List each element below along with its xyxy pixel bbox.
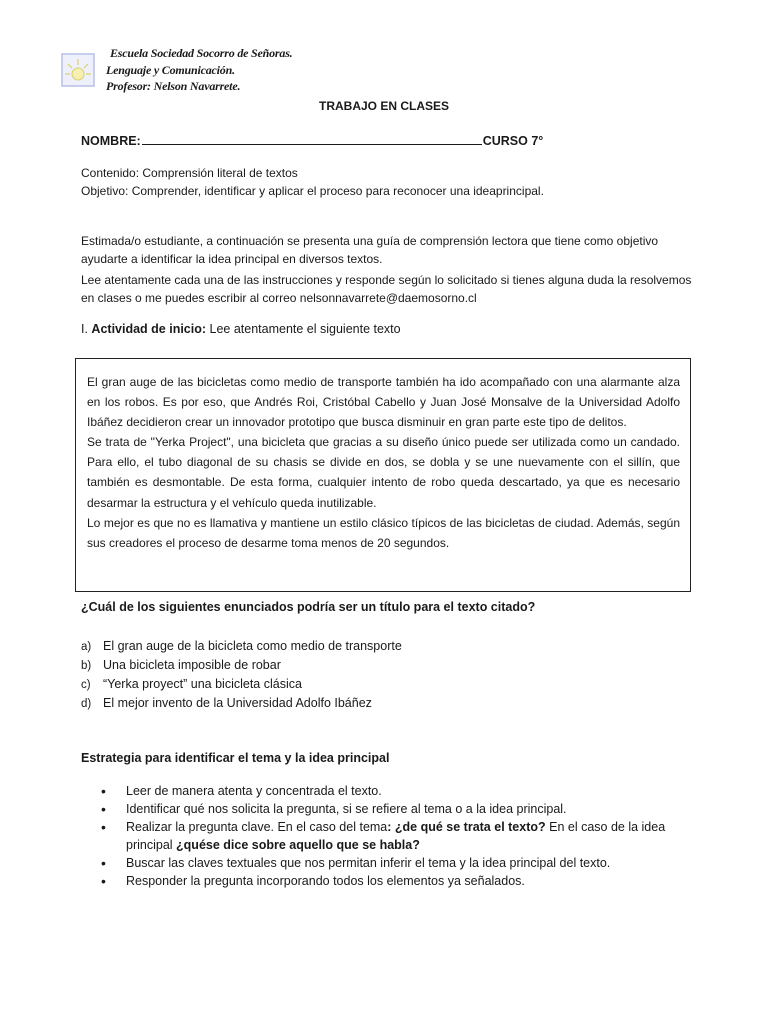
reading-paragraph-1: El gran auge de las bicicletas como medio de transporte también ha ido acompañado con una alarmante alza en los robos. Es por eso, que Andrés Roi, Cristóbal Cabello y Juan José Monsalve de la Universidad Adolfo Ibáñez decidieron crear un innovador prototipo que busca disminuir en gran parte este tipo de delitos.: [87, 375, 680, 430]
page-title: TRABAJO EN CLASES: [318, 99, 449, 113]
option-a: [81, 637, 402, 658]
option-label: a): [81, 641, 92, 653]
activity-rest: Lee atentamente el siguiente texto: [206, 322, 401, 336]
option-label: b): [81, 660, 92, 672]
content-line: Contenido: Comprensión literal de textos: [81, 166, 298, 180]
intro-paragraph-1: Estimada/o estudiante, a continuación se presenta una guía de comprensión lectora que tiene como objetivo ayudarte a identificar la idea principal en diversos textos.: [81, 234, 659, 266]
name-course-row: [81, 131, 543, 148]
activity-heading: [81, 322, 401, 336]
option-b: [81, 656, 281, 677]
strategy-title: Estrategia para identificar el tema y la idea principal: [81, 751, 390, 765]
objective-line: Objetivo: Comprender, identificar y aplicar el proceso para reconocer una ideaprincipal.: [81, 184, 544, 198]
strategy-list: [101, 782, 691, 890]
activity-bold: Actividad de inicio:: [91, 322, 207, 336]
list-item: • Leer de manera atenta y concentrada el texto.: [101, 782, 691, 800]
option-label: c): [81, 679, 91, 691]
option-label: d): [81, 698, 92, 710]
option-text: El mejor invento de la Universidad Adolfo Ibáñez: [103, 696, 372, 710]
option-c: [81, 675, 302, 696]
subject-name: Lenguaje y Comunicación.: [106, 63, 235, 77]
intro-paragraph-2: Lee atentamente cada una de las instrucciones y responde según lo solicitado si tienes alguna duda la resolvemos en clases o me puedes escribir al correo nelsonnavarrete@daemosorno.cl: [81, 273, 692, 305]
school-name: Escuela Sociedad Socorro de Señoras.: [110, 46, 293, 60]
list-item-text: En el caso de la idea principal: [126, 820, 666, 852]
course-label: CURSO 7°: [482, 134, 544, 148]
name-blank-field[interactable]: [142, 131, 482, 145]
reading-paragraph-2: Se trata de "Yerka Project", una bicicleta que gracias a su diseño único puede ser utilizada como un candado. Para ello, el tubo diagonal de su chasis se divide en dos, se dobla y se une nuevamente con el sillín, que también es desmontable. De esta forma, cualquier intento de robo queda descartado, ya que es necesario desarmar la estructura y el vehículo queda inutilizable.: [87, 435, 680, 510]
list-item: • Responder la pregunta incorporando todos los elementos ya señalados.: [101, 872, 691, 890]
option-text: El gran auge de la bicicleta como medio de transporte: [103, 639, 402, 653]
option-text: “Yerka proyect” una bicicleta clásica: [103, 677, 302, 691]
teacher-name: Profesor: Nelson Navarrete.: [106, 79, 241, 93]
option-d: [81, 694, 372, 715]
question: ¿Cuál de los siguientes enunciados podría ser un título para el texto citado?: [81, 600, 536, 614]
list-item-bold: : ¿de qué se trata el texto?: [387, 820, 546, 834]
activity-prefix: I.: [81, 322, 92, 336]
reading-text-box: [75, 358, 691, 592]
name-label: NOMBRE:: [81, 134, 141, 148]
option-text: Una bicicleta imposible de robar: [103, 658, 281, 672]
school-logo-icon: [61, 53, 95, 87]
list-item: [101, 818, 691, 854]
list-item: • Identificar qué nos solicita la pregunta, si se refiere al tema o a la idea principal.: [101, 800, 691, 818]
list-item-text: Realizar la pregunta clave. En el caso del tema: [126, 820, 388, 834]
list-item: • Buscar las claves textuales que nos permitan inferir el tema y la idea principal del texto.: [101, 854, 691, 872]
reading-paragraph-3: Lo mejor es que no es llamativa y mantiene un estilo clásico típicos de las bicicletas de ciudad. Además, según sus creadores el proceso de desarme toma menos de 20 segundos.: [87, 515, 680, 550]
list-item-bold: ¿quése dice sobre aquello que se habla?: [176, 838, 420, 852]
